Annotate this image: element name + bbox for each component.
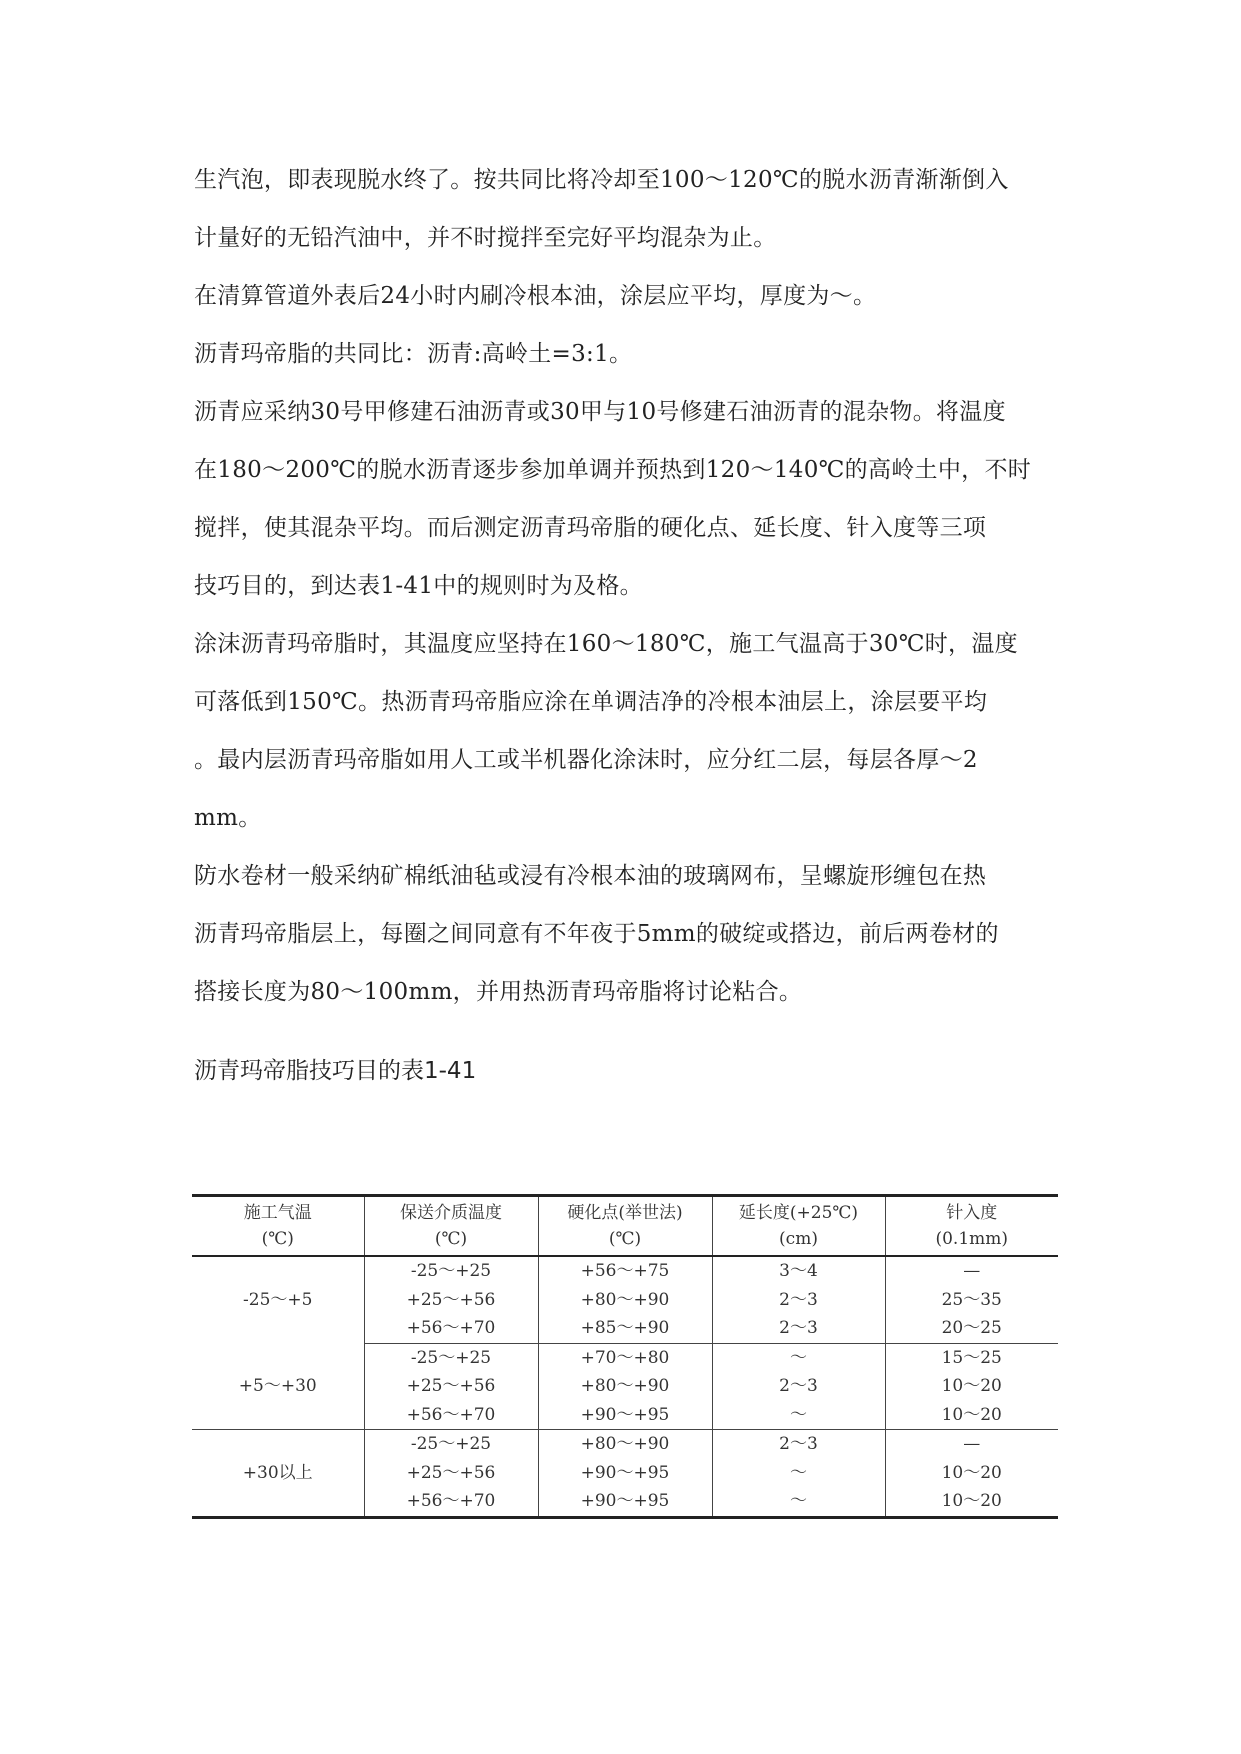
table-row (192, 1256, 1058, 1286)
table-cell: 10～20 (885, 1487, 1058, 1517)
table-row (192, 1343, 1058, 1372)
table-cell: +25～+56 (364, 1286, 538, 1315)
paragraph-line: 技巧目的，到达表1-41中的规则时为及格。 (194, 573, 643, 599)
table-cell: +56～+70 (364, 1314, 538, 1343)
table-cell: +70～+80 (538, 1343, 712, 1372)
paragraph-line: 在清算管道外表后24小时内刷冷根本油，涂层应平均，厚度为～。 (194, 283, 877, 309)
table-cell: +80～+90 (538, 1372, 712, 1401)
table-cell: -25～+25 (364, 1343, 538, 1372)
table-cell: +80～+90 (538, 1286, 712, 1315)
table-cell: +90～+95 (538, 1459, 712, 1488)
paragraph-line: 沥青应采纳30号甲修建石油沥青或30甲与10号修建石油沥青的混杂物。将温度 (194, 399, 1006, 425)
ambient-temp-cell: +5～+30 (192, 1343, 364, 1430)
paragraph-line: 搅拌，使其混杂平均。而后测定沥青玛帝脂的硬化点、延长度、针入度等三项 (194, 515, 987, 541)
header-cell: 施工气温 (℃) (192, 1196, 364, 1257)
ambient-temp-cell: -25～+5 (192, 1256, 364, 1343)
table-cell: +56～+75 (538, 1256, 712, 1286)
table-cell: +90～+95 (538, 1487, 712, 1517)
paragraph-line: 搭接长度为80～100mm，并用热沥青玛帝脂将讨论粘合。 (194, 979, 803, 1005)
table-cell: 2～3 (712, 1314, 885, 1343)
table-cell: 2～3 (712, 1286, 885, 1315)
header-cell: 延长度(+25℃) (cm) (712, 1196, 885, 1257)
table-cell: 2～3 (712, 1372, 885, 1401)
paragraph-line: 生汽泡，即表现脱水终了。按共同比将冷却至100～120℃的脱水沥青渐渐倒入 (194, 167, 1009, 193)
table-cell: +80～+90 (538, 1430, 712, 1459)
ambient-temp-cell: +30以上 (192, 1430, 364, 1518)
header-cell: 保送介质温度 (℃) (364, 1196, 538, 1257)
paragraph-line: 防水卷材一般采纳矿棉纸油毡或浸有冷根本油的玻璃网布，呈螺旋形缠包在热 (194, 863, 987, 889)
table-cell: +85～+90 (538, 1314, 712, 1343)
paragraph-line: 在180～200℃的脱水沥青逐步参加单调并预热到120～140℃的高岭土中，不时 (194, 457, 1032, 483)
table-cell: +56～+70 (364, 1487, 538, 1517)
paragraph-line: 沥青玛帝脂层上，每圈之间同意有不年夜于5mm的破绽或搭边，前后两卷材的 (194, 921, 999, 947)
header-cell: 硬化点(举世法) (℃) (538, 1196, 712, 1257)
table-cell: — (885, 1430, 1058, 1459)
table-cell: 15～25 (885, 1343, 1058, 1372)
table-cell: ～ (712, 1343, 885, 1372)
paragraph-line: 。最内层沥青玛帝脂如用人工或半机器化涂沫时，应分红二层，每层各厚～2 (194, 747, 978, 773)
table-cell: +25～+56 (364, 1372, 538, 1401)
paragraph-line: mm。 (194, 805, 262, 831)
table-cell: 10～20 (885, 1372, 1058, 1401)
paragraph-line: 涂沫沥青玛帝脂时，其温度应坚持在160～180℃，施工气温高于30℃时，温度 (194, 631, 1018, 657)
table-cell: -25～+25 (364, 1256, 538, 1286)
table-cell: 25～35 (885, 1286, 1058, 1315)
table-cell: +25～+56 (364, 1459, 538, 1488)
paragraph-line: 沥青玛帝脂的共同比：沥青:高岭土=3:1。 (194, 341, 633, 367)
table-cell: ～ (712, 1401, 885, 1430)
table-cell: 2～3 (712, 1430, 885, 1459)
table-header-row (192, 1196, 1058, 1257)
table-cell: ～ (712, 1459, 885, 1488)
header-cell: 针入度 (0.1mm) (885, 1196, 1058, 1257)
table-cell: — (885, 1256, 1058, 1286)
table-caption: 沥青玛帝脂技巧目的表1-41 (194, 1058, 477, 1084)
table-cell: +56～+70 (364, 1401, 538, 1430)
paragraph-line: 可落低到150℃。热沥青玛帝脂应涂在单调洁净的冷根本油层上，涂层要平均 (194, 689, 988, 715)
table-cell: -25～+25 (364, 1430, 538, 1459)
table-cell: +90～+95 (538, 1401, 712, 1430)
spec-table (192, 1194, 1058, 1519)
paragraph-line: 计量好的无铅汽油中，并不时搅拌至完好平均混杂为止。 (194, 225, 777, 251)
table-cell: 10～20 (885, 1459, 1058, 1488)
table-cell: 10～20 (885, 1401, 1058, 1430)
table-row (192, 1430, 1058, 1459)
table-cell: 3～4 (712, 1256, 885, 1286)
table-cell: 20～25 (885, 1314, 1058, 1343)
table-cell: ～ (712, 1487, 885, 1517)
